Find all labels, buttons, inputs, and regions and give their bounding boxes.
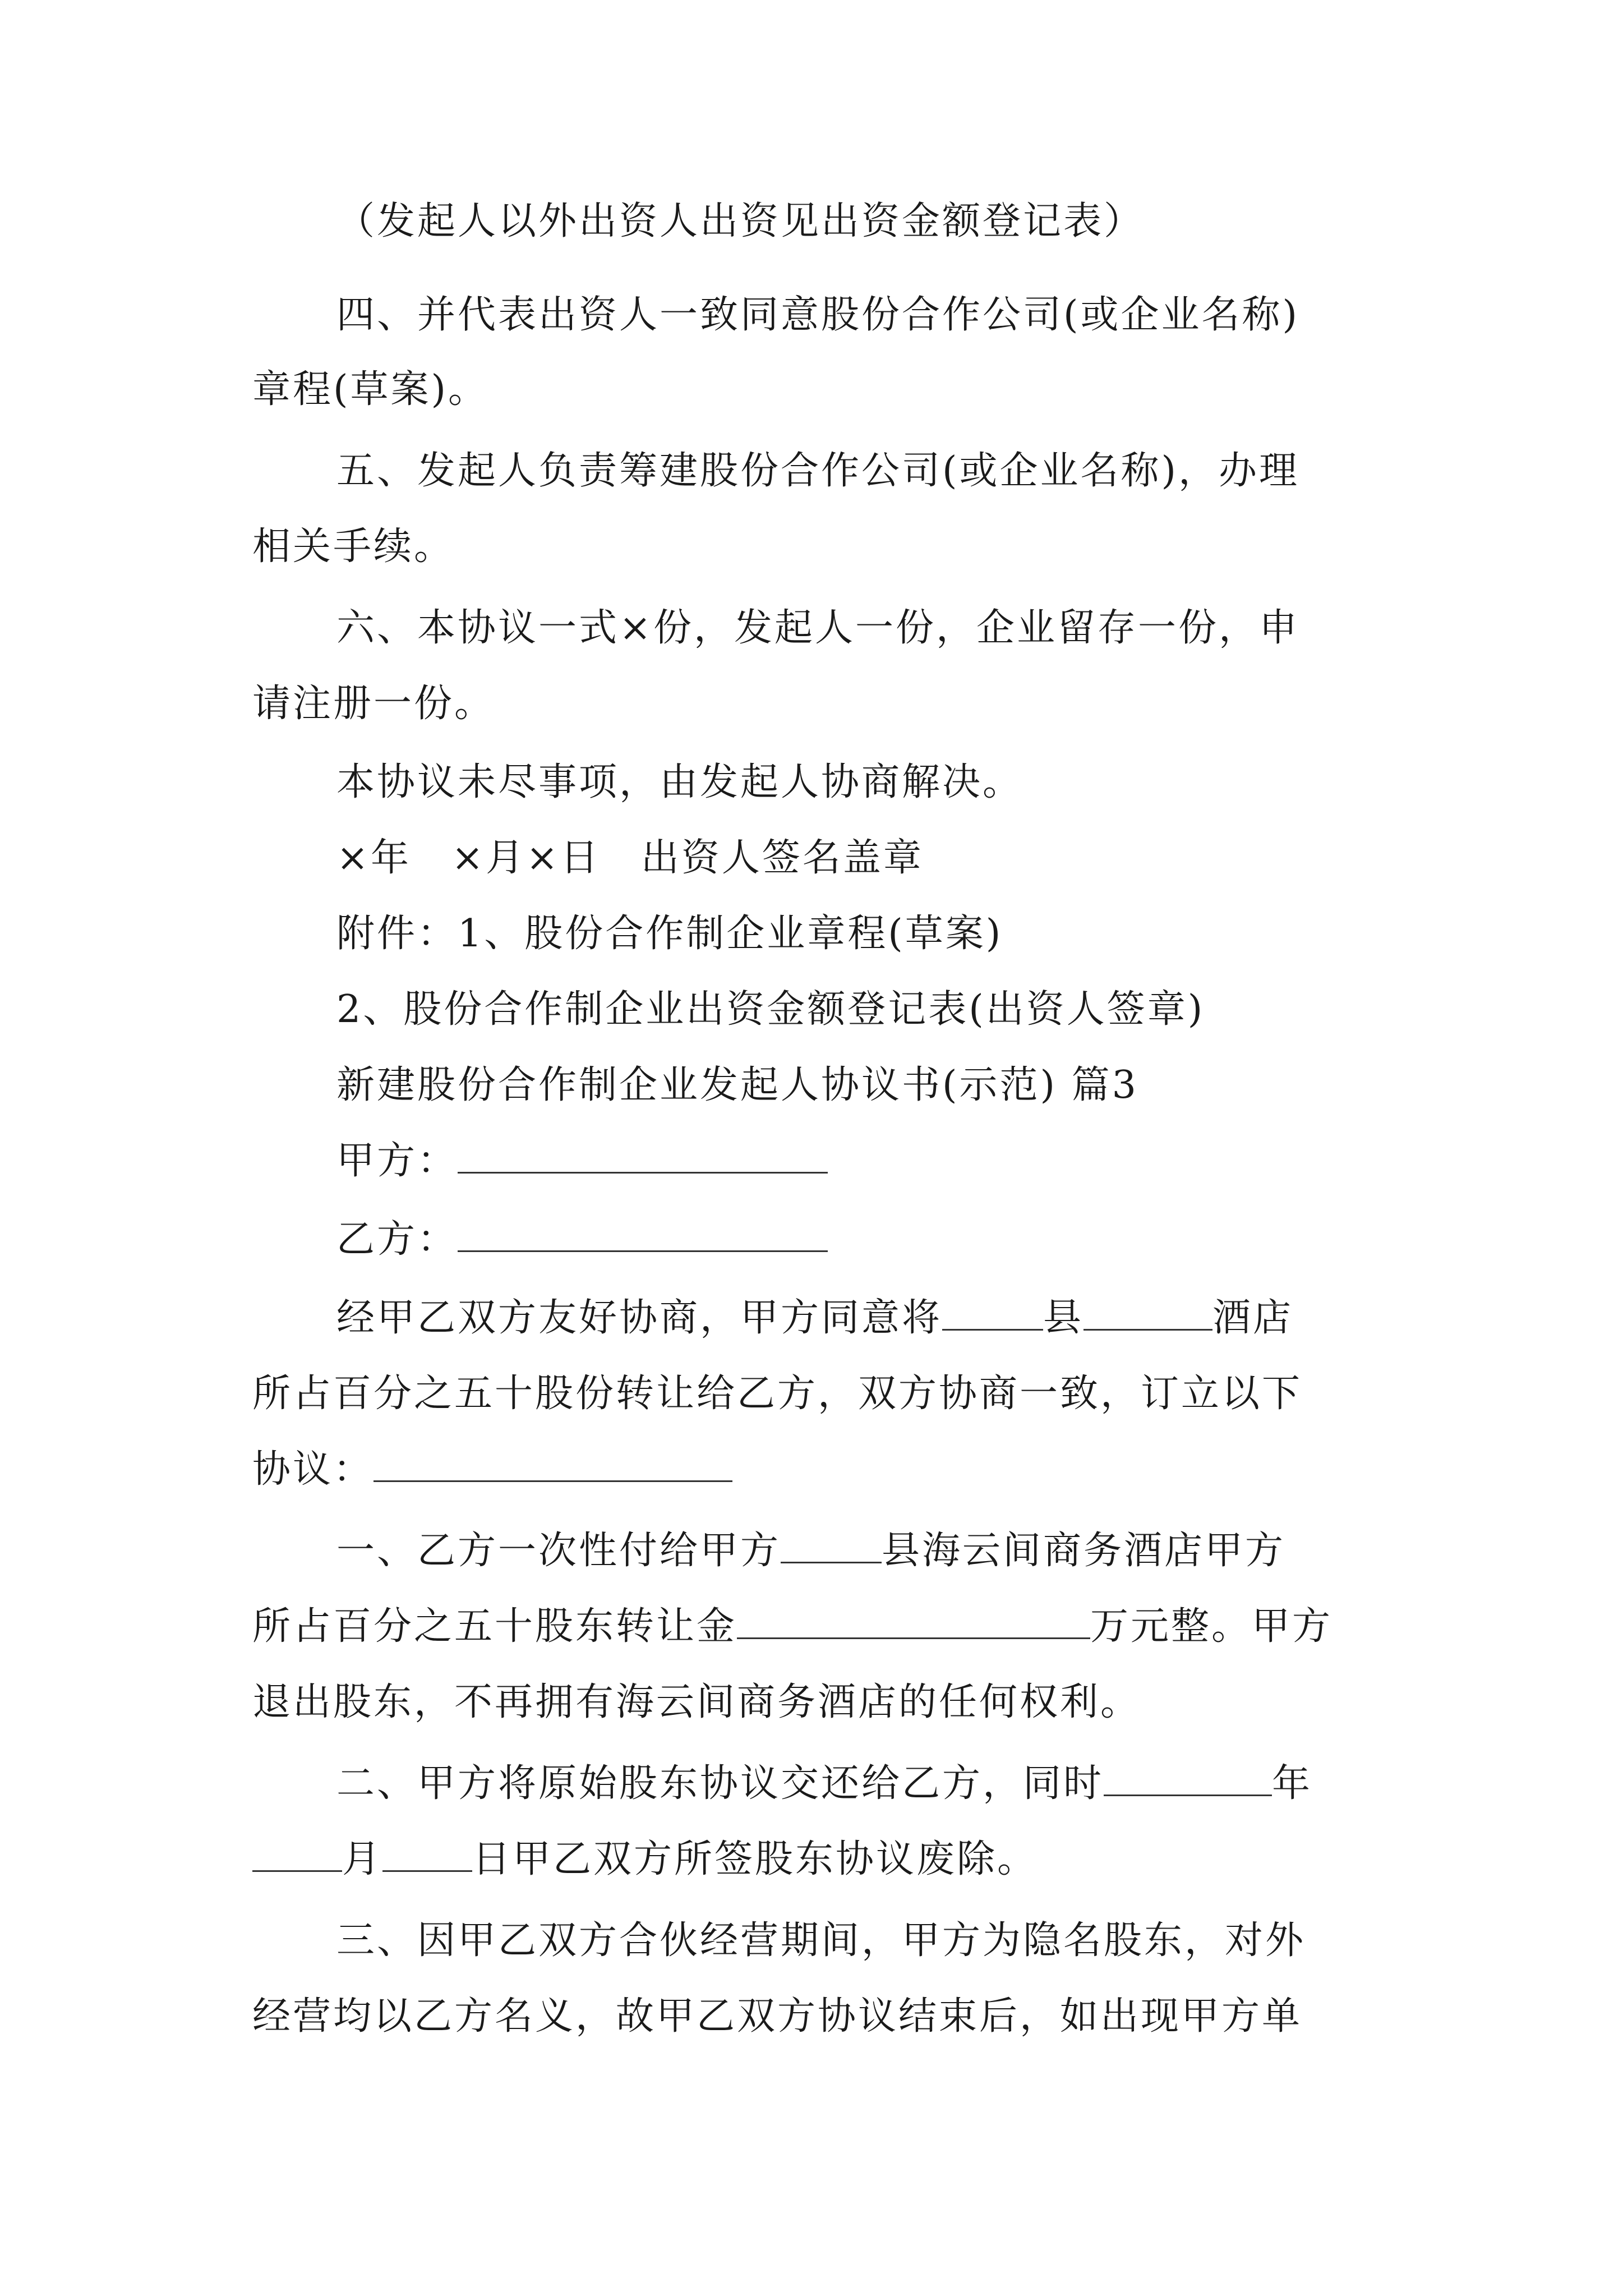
- attachment-2: [336, 982, 1205, 1038]
- paragraph-item-4-cont: [252, 362, 488, 418]
- text-line: 所占百分之五十股份转让给乙方，双方协商一致，订立以下: [252, 1372, 1303, 1416]
- text-segment: 县海云间商务酒店甲方: [882, 1529, 1286, 1573]
- text-line: 新建股份合作制企业发起人协议书(示范) 篇3: [336, 1063, 1138, 1107]
- text-segment: 年: [1272, 1761, 1313, 1806]
- month-blank: [252, 1839, 342, 1872]
- text-segment: 县: [1043, 1296, 1084, 1340]
- party-a-label: 甲方：: [336, 1139, 458, 1183]
- text-line: 附件：1、股份合作制企业章程(草案): [336, 912, 1003, 956]
- amount-blank: [737, 1606, 1090, 1639]
- signature-date-line: [336, 830, 924, 886]
- text-segment: 所占百分之五十股东转让金: [252, 1604, 737, 1649]
- paragraph-unresolved: [336, 754, 1023, 811]
- text-line: 三、因甲乙双方合伙经营期间，甲方为隐名股东，对外: [336, 1918, 1306, 1963]
- clause-1-cont: [252, 1599, 1332, 1655]
- text-segment: 日甲乙双方所签股东协议废除。: [472, 1837, 1038, 1881]
- county-blank: [942, 1297, 1043, 1331]
- paragraph-note: [336, 194, 1144, 250]
- clause-3: [336, 1913, 1306, 1969]
- text-line: 五、发起人负责筹建股份合作公司(或企业名称)，办理: [336, 449, 1300, 493]
- clause-1-cont-2: [252, 1674, 1141, 1731]
- text-segment: 经甲乙双方友好协商，甲方同意将: [336, 1296, 943, 1340]
- hotel-blank: [1083, 1297, 1212, 1331]
- section-heading: [336, 1057, 1138, 1114]
- party-a-line: [336, 1133, 828, 1189]
- paragraph-item-5: [336, 443, 1299, 499]
- text-line: 六、本协议一式×份，发起人一份，企业留存一份，申: [336, 606, 1299, 650]
- clause-1: [336, 1523, 1285, 1579]
- paragraph-item-6-cont: [252, 676, 495, 732]
- text-line: 章程(草案)。: [252, 367, 489, 412]
- text-segment: 二、甲方将原始股东协议交还给乙方，同时: [336, 1761, 1104, 1806]
- party-b-label: 乙方：: [336, 1217, 458, 1262]
- text-line: 本协议未尽事项，由发起人协商解决。: [336, 760, 1023, 804]
- year-blank: [1104, 1763, 1272, 1796]
- agreement-blank: [374, 1449, 732, 1482]
- day-blank: [382, 1839, 472, 1872]
- paragraph-item-5-cont: [252, 519, 454, 575]
- text-line: 请注册一份。: [252, 682, 495, 726]
- text-segment: 协议：: [252, 1447, 374, 1492]
- county-blank-2: [781, 1530, 882, 1563]
- text-line: 退出股东，不再拥有海云间商务酒店的任何权利。: [252, 1680, 1141, 1724]
- text-line: 2、股份合作制企业出资金额登记表(出资人签章): [336, 987, 1205, 1032]
- party-a-blank: [458, 1140, 828, 1174]
- text-segment: 一、乙方一次性付给甲方: [336, 1529, 781, 1573]
- text-segment: 月: [342, 1837, 383, 1881]
- paragraph-agreement-cont: [252, 1366, 1302, 1422]
- text-segment: 酒店: [1212, 1296, 1294, 1340]
- paragraph-agreement-cont-2: [252, 1442, 732, 1498]
- clause-2: [336, 1756, 1312, 1812]
- party-b-blank: [458, 1219, 828, 1252]
- text-line: 四、并代表出资人一致同意股份合作公司(或企业名称): [336, 293, 1300, 337]
- paragraph-item-6: [336, 600, 1299, 656]
- attachment-1: [336, 906, 1003, 962]
- text-segment: 万元整。甲方: [1090, 1604, 1333, 1649]
- text-line: 相关手续。: [252, 524, 455, 569]
- text-line: ×年 ×月×日 出资人签名盖章: [336, 836, 924, 880]
- clause-2-cont: [252, 1832, 1038, 1888]
- party-b-line: [336, 1212, 828, 1268]
- paragraph-agreement: [336, 1290, 1293, 1346]
- clause-3-cont: [252, 1989, 1302, 2045]
- paragraph-item-4: [336, 287, 1299, 343]
- text-line: （发起人以外出资人出资见出资金额登记表）: [336, 199, 1145, 243]
- text-line: 经营均以乙方名义，故甲乙双方协议结束后，如出现甲方单: [252, 1994, 1303, 2039]
